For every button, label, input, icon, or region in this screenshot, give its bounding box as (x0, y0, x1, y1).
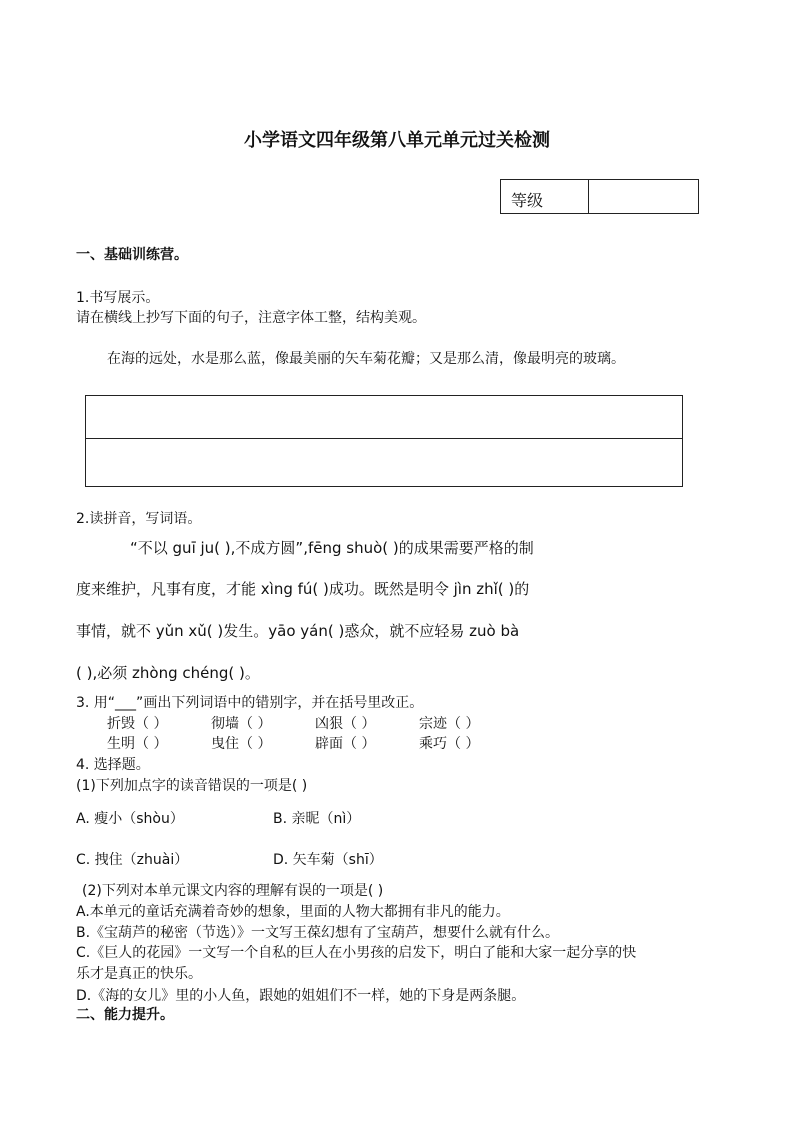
grade-divider (588, 180, 589, 213)
q3-item: 乘巧（ ） (419, 736, 480, 752)
q4-sub1-option-b: B. 亲昵（nì） (273, 811, 361, 827)
q3-item: 曳住（ ） (211, 736, 272, 752)
writing-line-divider (86, 438, 682, 439)
page-title: 小学语文四年级第八单元单元过关检测 (244, 130, 550, 151)
q1-instruction: 请在横线上抄写下面的句子，注意字体工整，结构美观。 (76, 310, 426, 326)
q2-line-1: “不以 guī ju( ),不成方圆”,fēng shuò( )的成果需要严格的制 (130, 539, 534, 557)
q2-line-2: 度来维护，凡事有度，才能 xìng fú( )成功。既然是明令 jìn zhǐ( )的 (76, 580, 530, 598)
section2-heading: 二、能力提升。 (76, 1007, 174, 1023)
q3-item: 生明（ ） (107, 736, 168, 752)
q1-sentence: 在海的远处，水是那么蓝，像最美丽的矢车菊花瓣；又是那么清，像最明亮的玻璃。 (107, 351, 625, 367)
q4-sub2-option-b: B.《宝葫芦的秘密（节选）》一文写王葆幻想有了宝葫芦，想要什么就有什么。 (76, 925, 560, 941)
q4-sub1: (1)下列加点字的读音错误的一项是( ) (76, 778, 308, 794)
grade-label: 等级 (511, 191, 544, 210)
q4-sub1-option-d: D. 矢车菊（shī） (273, 852, 383, 868)
q4-sub2-option-a: A.本单元的童话充满着奇妙的想象，里面的人物大都拥有非凡的能力。 (76, 904, 510, 920)
q3-item: 辟面（ ） (315, 736, 376, 752)
q2-line-4: ( ),必须 zhòng chéng( )。 (76, 664, 260, 682)
q1-title: 1.书写展示。 (76, 290, 160, 306)
q4-sub2-option-c-line1: C.《巨人的花园》一文写一个自私的巨人在小男孩的启发下，明白了能和大家一起分享的快 (76, 945, 637, 961)
section1-heading: 一、基础训练营。 (76, 247, 188, 263)
q3-item: 凶狠（ ） (315, 716, 376, 732)
q3-item: 彻墙（ ） (211, 716, 272, 732)
q2-line-3: 事情，就不 yǔn xǔ( )发生。yāo yán( )惑众，就不应轻易 zuò bà (76, 622, 520, 640)
q2-title: 2.读拼音，写词语。 (76, 511, 202, 527)
q4-sub2: (2)下列对本单元课文内容的理解有误的一项是( ) (82, 883, 384, 899)
q4-sub2-option-c-line2: 乐才是真正的快乐。 (76, 966, 202, 982)
q3-row-2 (107, 733, 523, 753)
copy-writing-box[interactable] (85, 395, 683, 487)
q4-sub1-option-a: A. 瘦小（shòu） (76, 811, 184, 827)
q4-sub2-option-d: D.《海的女儿》里的小人鱼，跟她的姐姐们不一样，她的下身是两条腿。 (76, 988, 526, 1004)
q3-title: 3. 用“___”画出下列词语中的错别字，并在括号里改正。 (76, 695, 424, 711)
q4-sub1-option-c: C. 拽住（zhuài） (76, 852, 189, 868)
grade-box (500, 179, 699, 214)
q4-title: 4. 选择题。 (76, 757, 150, 773)
q3-row-1 (107, 713, 523, 733)
q3-item: 折毁（ ） (107, 716, 168, 732)
q3-item: 宗迹（ ） (419, 716, 480, 732)
